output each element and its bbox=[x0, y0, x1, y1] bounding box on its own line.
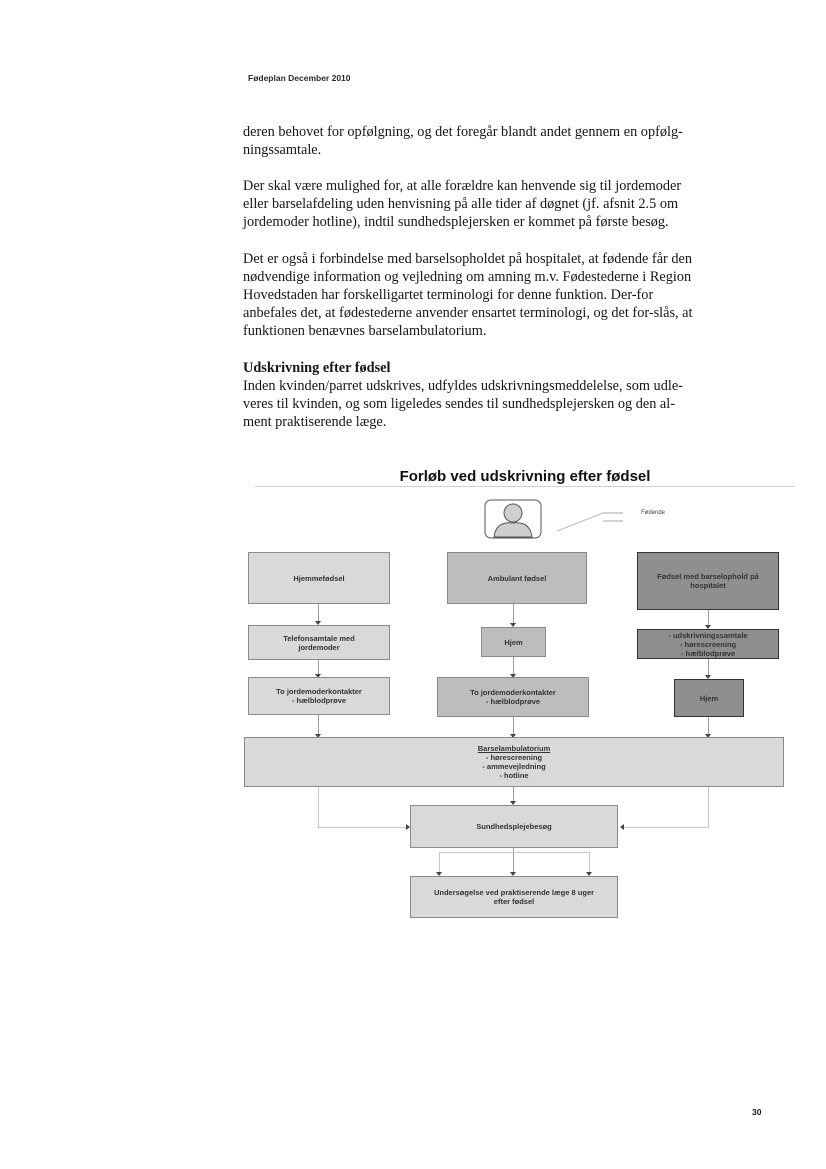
section-heading: Udskrivning efter fødsel bbox=[243, 360, 391, 376]
person-icon bbox=[484, 499, 542, 539]
box-sundhedsplejebesog: Sundhedsplejebesøg bbox=[410, 805, 618, 848]
box-jordemoderkontakter-1: To jordemoderkontakter - hælblodprøve bbox=[248, 677, 390, 715]
box-barselambulatorium: Barselambulatorium - hørescreening - ammevejledning - hotline bbox=[244, 737, 784, 787]
page-number: 30 bbox=[752, 1107, 762, 1117]
box-fodsel-barselophold: Fødsel med barselophold på hospitalet bbox=[637, 552, 779, 610]
box-jordemoderkontakter-2: To jordemoderkontakter - hælblodprøve bbox=[437, 677, 589, 717]
section-udskrivning bbox=[243, 359, 693, 431]
box-ambulant-fodsel: Ambulant fødsel bbox=[447, 552, 587, 604]
page-header: Fødeplan December 2010 bbox=[248, 73, 351, 83]
box-hjem-hospital: Hjem bbox=[674, 679, 744, 717]
legend-label: Fødende bbox=[641, 510, 666, 516]
box-udskrivningssamtale: - udskrivningssamtale - hørescreening - hælblodprøve bbox=[637, 629, 779, 659]
section-text: Inden kvinden/parret udskrives, udfyldes udskrivningsmeddelelse, som udle-veres til kvinden, og som ligeledes sendes til sundhedsplejersken og den al-ment praktiserende læge. bbox=[243, 378, 683, 430]
box-undersogelse: Undersøgelse ved praktiserende læge 8 uger efter fødsel bbox=[410, 876, 618, 918]
paragraph-2: Der skal være mulighed for, at alle forældre kan henvende sig til jordemoder eller barselafdeling uden henvisning på alle tider af døgnet (jf. afsnit 2.5 om jordemoder hotline), indtil sundhedsplejersken er kommet på første besøg. bbox=[243, 178, 682, 230]
paragraph-1: deren behovet for opfølgning, og det foregår blandt andet gennem en opfølg-ningssamtale. bbox=[243, 124, 683, 158]
title-rule bbox=[255, 486, 795, 487]
box-hjemmefodsel: Hjemmefødsel bbox=[248, 552, 390, 604]
box-hjem-ambulant: Hjem bbox=[481, 627, 546, 657]
flow-diagram bbox=[0, 455, 826, 925]
legend-connector bbox=[555, 507, 625, 533]
diagram-title: Forløb ved udskrivning efter fødsel bbox=[399, 468, 651, 485]
box-telefonsamtale: Telefonsamtale med jordemoder bbox=[248, 625, 390, 660]
paragraph-3: Det er også i forbindelse med barselsopholdet på hospitalet, at fødende får den nødvendige information og vejledning om amning m.v. Fødestederne i Region Hovedstaden har forskelligartet terminologi for denne funktion. Der-for anbefales det, at fødestederne anvender ensartet terminologi, og det for-slås, at funktionen benævnes barselambulatorium. bbox=[243, 251, 693, 339]
